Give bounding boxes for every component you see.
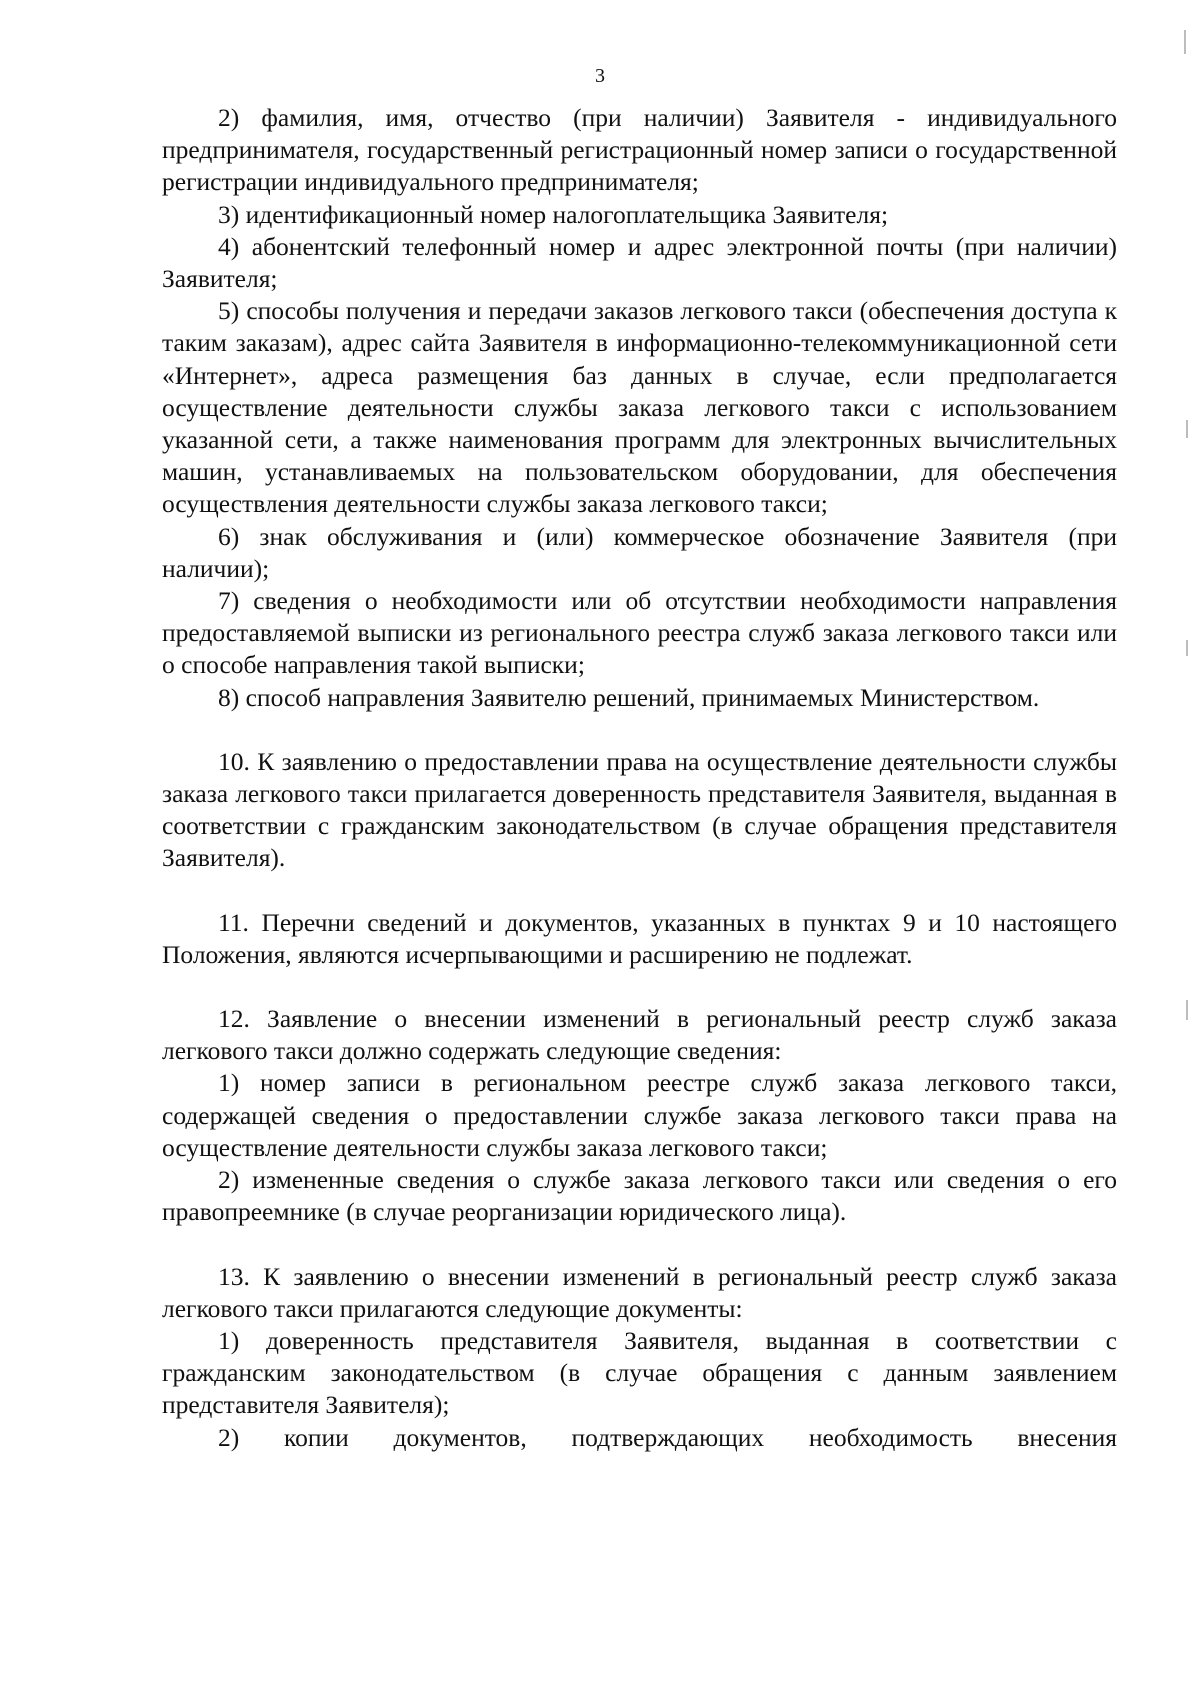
paragraph-power-of-attorney: 1) доверенность представителя Заявителя, выданная в соответствии с гражданским законодательством (в случае обращения с данным заявлением представителя Заявителя); xyxy=(162,1325,1117,1420)
paragraph-gap xyxy=(162,875,1117,907)
paragraph-inn: 3) идентификационный номер налогоплательщика Заявителя; xyxy=(218,199,889,229)
scan-edge-mark xyxy=(1186,1000,1188,1020)
paragraph-item-12: 12. Заявление о внесении изменений в региональный реестр служб заказа легкового такси должно содержать следующие сведения: xyxy=(162,1004,1117,1066)
scan-edge-mark xyxy=(1186,420,1188,438)
paragraph-decision-delivery: 8) способ направления Заявителю решений, принимаемых Министерством. xyxy=(218,682,1040,712)
paragraph-item-13: 13. К заявлению о внесении изменений в региональный реестр служб заказа легкового такси прилагаются следующие документы: xyxy=(162,1261,1117,1323)
paragraph-changed-info: 2) измененные сведения о службе заказа легкового такси или сведения о его правопреемнике (в случае реорганизации юридического лица). xyxy=(162,1165,1117,1227)
paragraph-extract-delivery: 7) сведения о необходимости или об отсутствии необходимости направления предоставляемой выписки из регионального реестра служб заказа легкового такси или о способе направления такой выписки; xyxy=(162,586,1117,680)
paragraph-phone-email: 4) абонентский телефонный номер и адрес электронной почты (при наличии) Заявителя; xyxy=(162,231,1117,294)
paragraph-gap xyxy=(162,714,1117,746)
document-body xyxy=(162,102,1117,1454)
paragraph-gap xyxy=(162,971,1117,1003)
paragraph-order-methods: 5) способы получения и передачи заказов легкового такси (обеспечения доступа к таким заказам), адрес сайта Заявителя в информационно-телекоммуникационной сети «Интернет», адреса размещения баз данных в случае, если предполагается осуществление деятельности службы заказа легкового такси с использованием указанной сети, а также наименования программ для электронных вычислительных машин, устанавливаемых на пользовательском оборудовании, для обеспечения осуществления деятельности службы заказа легкового такси; xyxy=(162,296,1117,519)
page-number: 3 xyxy=(595,65,605,87)
paragraph-item-10: 10. К заявлению о предоставлении права на осуществление деятельности службы заказа легкового такси прилагается доверенность представителя Заявителя, выданная в соответствии с гражданским законодательством (в случае обращения представителя Заявителя). xyxy=(162,746,1117,873)
paragraph-service-mark: 6) знак обслуживания и (или) коммерческое обозначение Заявителя (при наличии); xyxy=(162,521,1117,583)
scan-edge-mark xyxy=(1186,640,1188,656)
paragraph-item-11: 11. Перечни сведений и документов, указанных в пунктах 9 и 10 настоящего Положения, являются исчерпывающими и расширению не подлежат. xyxy=(162,907,1117,969)
paragraph-registry-record: 1) номер записи в региональном реестре служб заказа легкового такси, содержащей сведения о предоставлении службе заказа легкового такси права на осуществление деятельности службы заказа легкового такси; xyxy=(162,1068,1117,1162)
paragraph-document-copies: 2) копии документов, подтверждающих необходимость внесения xyxy=(218,1422,1117,1452)
paragraph-applicant-name: 2) фамилия, имя, отчество (при наличии) Заявителя - индивидуального предпринимателя, государственный регистрационный номер записи о государственной регистрации индивидуального предпринимателя; xyxy=(162,103,1117,197)
scan-edge-mark xyxy=(1184,30,1186,54)
paragraph-gap xyxy=(162,1229,1117,1261)
